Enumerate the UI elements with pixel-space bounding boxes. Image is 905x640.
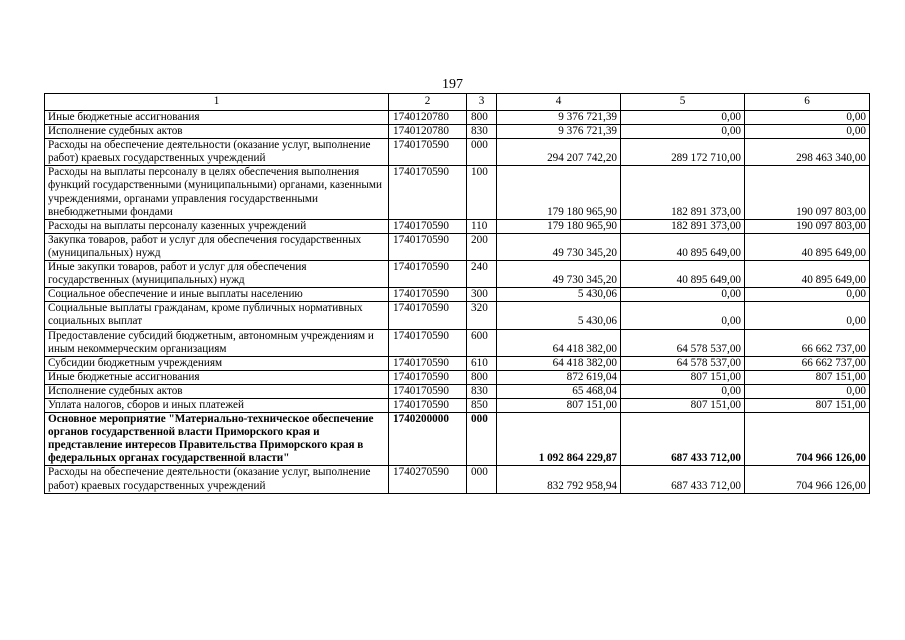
row-value-col5-cell: 0,00 [621, 384, 745, 398]
row-value-col4-cell: 65 468,04 [497, 384, 621, 398]
row-expense-type-cell: 800 [467, 370, 497, 384]
row-name-cell: Предоставление субсидий бюджетным, автономным учреждениям и иным некоммерческим организациям [45, 329, 389, 356]
row-value-col4-cell: 179 180 965,90 [497, 219, 621, 233]
table-row [45, 233, 870, 260]
row-name-cell: Расходы на выплаты персоналу казенных учреждений [45, 219, 389, 233]
row-name-cell: Расходы на обеспечение деятельности (оказание услуг, выполнение работ) краевых государственных учреждений [45, 466, 389, 493]
row-value-col4-cell: 64 418 382,00 [497, 356, 621, 370]
row-value-col5-cell: 0,00 [621, 125, 745, 139]
budget-table [44, 93, 870, 494]
table-row [45, 398, 870, 412]
row-value-col5-cell: 182 891 373,00 [621, 219, 745, 233]
column-header: 5 [621, 94, 745, 111]
row-value-col5-cell: 40 895 649,00 [621, 233, 745, 260]
row-name-cell: Исполнение судебных актов [45, 125, 389, 139]
row-value-col6-cell: 807 151,00 [745, 398, 870, 412]
row-name-cell: Основное мероприятие "Материально-техническое обеспечение органов государственной власти Приморского края и представление интересов Правительства Приморского края в федеральных органах государственной власти" [45, 413, 389, 466]
table-row [45, 139, 870, 166]
row-value-col6-cell: 0,00 [745, 302, 870, 329]
row-value-col6-cell: 66 662 737,00 [745, 356, 870, 370]
row-value-col4-cell: 49 730 345,20 [497, 261, 621, 288]
row-expense-type-cell: 610 [467, 356, 497, 370]
row-value-col4-cell: 294 207 742,20 [497, 139, 621, 166]
row-value-col5-cell: 0,00 [621, 302, 745, 329]
row-code-cell: 1740170590 [389, 384, 467, 398]
row-code-cell: 1740120780 [389, 111, 467, 125]
column-header: 1 [45, 94, 389, 111]
column-header: 4 [497, 94, 621, 111]
row-value-col4-cell: 179 180 965,90 [497, 166, 621, 219]
row-name-cell: Иные бюджетные ассигнования [45, 111, 389, 125]
row-value-col5-cell: 64 578 537,00 [621, 356, 745, 370]
row-value-col5-cell: 0,00 [621, 288, 745, 302]
row-name-cell: Социальное обеспечение и иные выплаты населению [45, 288, 389, 302]
row-name-cell: Исполнение судебных актов [45, 384, 389, 398]
row-code-cell: 1740170590 [389, 166, 467, 219]
row-value-col5-cell: 687 433 712,00 [621, 466, 745, 493]
row-code-cell: 1740170590 [389, 370, 467, 384]
row-value-col5-cell: 807 151,00 [621, 370, 745, 384]
row-code-cell: 1740200000 [389, 413, 467, 466]
row-expense-type-cell: 240 [467, 261, 497, 288]
row-value-col4-cell: 64 418 382,00 [497, 329, 621, 356]
row-value-col6-cell: 190 097 803,00 [745, 166, 870, 219]
row-name-cell: Закупка товаров, работ и услуг для обеспечения государственных (муниципальных) нужд [45, 233, 389, 260]
row-expense-type-cell: 000 [467, 466, 497, 493]
row-value-col4-cell: 49 730 345,20 [497, 233, 621, 260]
row-code-cell: 1740170590 [389, 356, 467, 370]
row-value-col6-cell: 807 151,00 [745, 370, 870, 384]
table-row [45, 413, 870, 466]
page-number: 197 [442, 77, 463, 92]
row-expense-type-cell: 320 [467, 302, 497, 329]
table-row [45, 329, 870, 356]
table-row [45, 219, 870, 233]
column-header: 2 [389, 94, 467, 111]
row-value-col5-cell: 289 172 710,00 [621, 139, 745, 166]
row-code-cell: 1740170590 [389, 233, 467, 260]
row-value-col6-cell: 0,00 [745, 111, 870, 125]
table-row [45, 288, 870, 302]
row-expense-type-cell: 830 [467, 384, 497, 398]
row-code-cell: 1740170590 [389, 288, 467, 302]
table-row [45, 302, 870, 329]
row-value-col4-cell: 807 151,00 [497, 398, 621, 412]
row-name-cell: Субсидии бюджетным учреждениям [45, 356, 389, 370]
row-value-col5-cell: 182 891 373,00 [621, 166, 745, 219]
row-name-cell: Иные бюджетные ассигнования [45, 370, 389, 384]
row-value-col5-cell: 64 578 537,00 [621, 329, 745, 356]
row-code-cell: 1740170590 [389, 329, 467, 356]
table-row [45, 370, 870, 384]
row-value-col5-cell: 40 895 649,00 [621, 261, 745, 288]
row-value-col6-cell: 40 895 649,00 [745, 261, 870, 288]
table-header-row [45, 94, 870, 111]
row-value-col6-cell: 0,00 [745, 288, 870, 302]
row-value-col6-cell: 704 966 126,00 [745, 413, 870, 466]
row-name-cell: Иные закупки товаров, работ и услуг для обеспечения государственных (муниципальных) нужд [45, 261, 389, 288]
row-name-cell: Социальные выплаты гражданам, кроме публичных нормативных социальных выплат [45, 302, 389, 329]
column-header: 3 [467, 94, 497, 111]
row-name-cell: Уплата налогов, сборов и иных платежей [45, 398, 389, 412]
row-expense-type-cell: 000 [467, 139, 497, 166]
row-value-col4-cell: 9 376 721,39 [497, 125, 621, 139]
row-expense-type-cell: 110 [467, 219, 497, 233]
row-value-col4-cell: 832 792 958,94 [497, 466, 621, 493]
row-expense-type-cell: 800 [467, 111, 497, 125]
row-value-col6-cell: 40 895 649,00 [745, 233, 870, 260]
row-expense-type-cell: 600 [467, 329, 497, 356]
table-row [45, 356, 870, 370]
table-row [45, 261, 870, 288]
row-value-col6-cell: 190 097 803,00 [745, 219, 870, 233]
row-code-cell: 1740120780 [389, 125, 467, 139]
row-name-cell: Расходы на выплаты персоналу в целях обеспечения выполнения функций государственными (муниципальными) органами, казенными учреждениями, органами управления государственными внебюджетными фондами [45, 166, 389, 219]
row-value-col4-cell: 5 430,06 [497, 302, 621, 329]
row-expense-type-cell: 830 [467, 125, 497, 139]
row-value-col6-cell: 704 966 126,00 [745, 466, 870, 493]
row-code-cell: 1740170590 [389, 302, 467, 329]
row-value-col6-cell: 66 662 737,00 [745, 329, 870, 356]
row-expense-type-cell: 850 [467, 398, 497, 412]
row-value-col6-cell: 298 463 340,00 [745, 139, 870, 166]
row-expense-type-cell: 100 [467, 166, 497, 219]
row-value-col4-cell: 1 092 864 229,87 [497, 413, 621, 466]
table-row [45, 466, 870, 493]
row-value-col6-cell: 0,00 [745, 125, 870, 139]
row-value-col6-cell: 0,00 [745, 384, 870, 398]
table-row [45, 125, 870, 139]
row-code-cell: 1740170590 [389, 261, 467, 288]
row-name-cell: Расходы на обеспечение деятельности (оказание услуг, выполнение работ) краевых государственных учреждений [45, 139, 389, 166]
table-row [45, 166, 870, 219]
row-code-cell: 1740170590 [389, 398, 467, 412]
row-value-col5-cell: 807 151,00 [621, 398, 745, 412]
row-value-col4-cell: 5 430,06 [497, 288, 621, 302]
row-code-cell: 1740270590 [389, 466, 467, 493]
row-value-col4-cell: 872 619,04 [497, 370, 621, 384]
row-value-col5-cell: 687 433 712,00 [621, 413, 745, 466]
row-code-cell: 1740170590 [389, 219, 467, 233]
table-row [45, 111, 870, 125]
row-expense-type-cell: 300 [467, 288, 497, 302]
table-row [45, 384, 870, 398]
row-value-col4-cell: 9 376 721,39 [497, 111, 621, 125]
row-code-cell: 1740170590 [389, 139, 467, 166]
row-expense-type-cell: 200 [467, 233, 497, 260]
row-expense-type-cell: 000 [467, 413, 497, 466]
row-value-col5-cell: 0,00 [621, 111, 745, 125]
column-header: 6 [745, 94, 870, 111]
